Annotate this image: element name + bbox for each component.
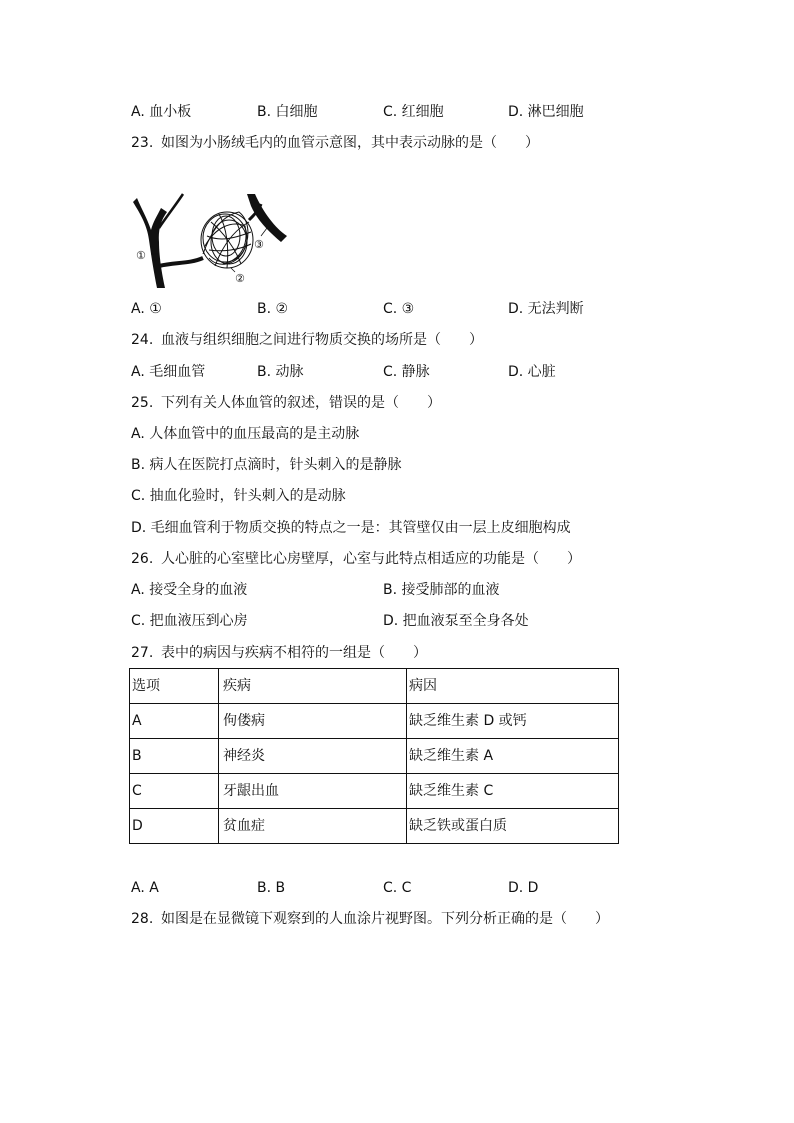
- q25-option-a: A. 人体血管中的血压最高的是主动脉: [131, 426, 360, 442]
- q24-option-c: C. 静脉: [383, 364, 430, 380]
- q22-option-c: C. 红细胞: [383, 104, 444, 120]
- table-header-cell: 病因: [407, 669, 619, 704]
- table-cell: 贫血症: [219, 809, 407, 844]
- q28-stem: 如图是在显微镜下观察到的人血涂片视野图。下列分析正确的是（ ）: [161, 911, 609, 927]
- q25-option-b: B. 病人在医院打点滴时，针头刺入的是静脉: [131, 457, 402, 473]
- q23-option-a: A. ①: [131, 301, 162, 317]
- q26-stem: 人心脏的心室壁比心房壁厚，心室与此特点相适应的功能是（ ）: [161, 551, 581, 567]
- q27-option-a: A. A: [131, 880, 159, 896]
- figure-label-1: ①: [136, 249, 146, 262]
- q27-option-d: D. D: [508, 880, 539, 896]
- q22-option-b: B. 白细胞: [257, 104, 318, 120]
- table-cell: 缺乏维生素 D 或钙: [407, 704, 619, 739]
- q22-option-a: A. 血小板: [131, 104, 192, 120]
- q24-number: 24.: [131, 332, 154, 348]
- q27-option-c: C. C: [383, 880, 412, 896]
- table-row: [130, 704, 619, 739]
- table-cell: D: [130, 809, 219, 844]
- q27-stem-line: [131, 643, 427, 663]
- q24-stem-line: [131, 330, 483, 350]
- disease-cause-table: [129, 668, 619, 844]
- q27-number: 27.: [131, 645, 154, 661]
- figure-label-3: ③: [254, 238, 264, 251]
- q28-stem-line: [131, 909, 609, 929]
- q24-option-d: D. 心脏: [508, 364, 556, 380]
- q26-option-c: C. 把血液压到心房: [131, 613, 248, 629]
- table-header-row: [130, 669, 619, 704]
- q26-stem-line: [131, 549, 581, 569]
- table-cell: C: [130, 774, 219, 809]
- q28-number: 28.: [131, 911, 154, 927]
- figure-label-2: ②: [235, 272, 245, 285]
- q26-number: 26.: [131, 551, 154, 567]
- table-row: [130, 774, 619, 809]
- q26-option-a: A. 接受全身的血液: [131, 582, 248, 598]
- q22-option-d: D. 淋巴细胞: [508, 104, 584, 120]
- q25-option-c: C. 抽血化验时，针头刺入的是动脉: [131, 488, 346, 504]
- q26-option-d: D. 把血液泵至全身各处: [383, 613, 529, 629]
- q23-stem-line: [131, 133, 539, 153]
- q23-number: 23.: [131, 135, 154, 151]
- q27-option-b: B. B: [257, 880, 286, 896]
- q27-stem: 表中的病因与疾病不相符的一组是（ ）: [161, 645, 427, 661]
- q25-option-d: D. 毛细血管利于物质交换的特点之一是：其管壁仅由一层上皮细胞构成: [131, 520, 571, 536]
- q24-stem: 血液与组织细胞之间进行物质交换的场所是（ ）: [161, 332, 483, 348]
- q26-option-b: B. 接受肺部的血液: [383, 582, 500, 598]
- table-cell: 佝偻病: [219, 704, 407, 739]
- q24-option-b: B. 动脉: [257, 364, 304, 380]
- q23-stem: 如图为小肠绒毛内的血管示意图，其中表示动脉的是（ ）: [161, 135, 539, 151]
- table-cell: B: [130, 739, 219, 774]
- q24-option-a: A. 毛细血管: [131, 364, 206, 380]
- table-cell: 牙龈出血: [219, 774, 407, 809]
- table-cell: 缺乏维生素 A: [407, 739, 619, 774]
- q23-option-c: C. ③: [383, 301, 415, 317]
- q25-stem-line: [131, 393, 441, 413]
- table-row: [130, 809, 619, 844]
- q25-number: 25.: [131, 395, 154, 411]
- table-header-cell: 选项: [130, 669, 219, 704]
- table-cell: A: [130, 704, 219, 739]
- villus-blood-vessel-figure: [131, 192, 291, 288]
- q23-option-d: D. 无法判断: [508, 301, 584, 317]
- table-cell: 缺乏维生素 C: [407, 774, 619, 809]
- table-cell: 缺乏铁或蛋白质: [407, 809, 619, 844]
- table-cell: 神经炎: [219, 739, 407, 774]
- q23-option-b: B. ②: [257, 301, 289, 317]
- q25-stem: 下列有关人体血管的叙述，错误的是（ ）: [161, 395, 441, 411]
- table-row: [130, 739, 619, 774]
- table-header-cell: 疾病: [219, 669, 407, 704]
